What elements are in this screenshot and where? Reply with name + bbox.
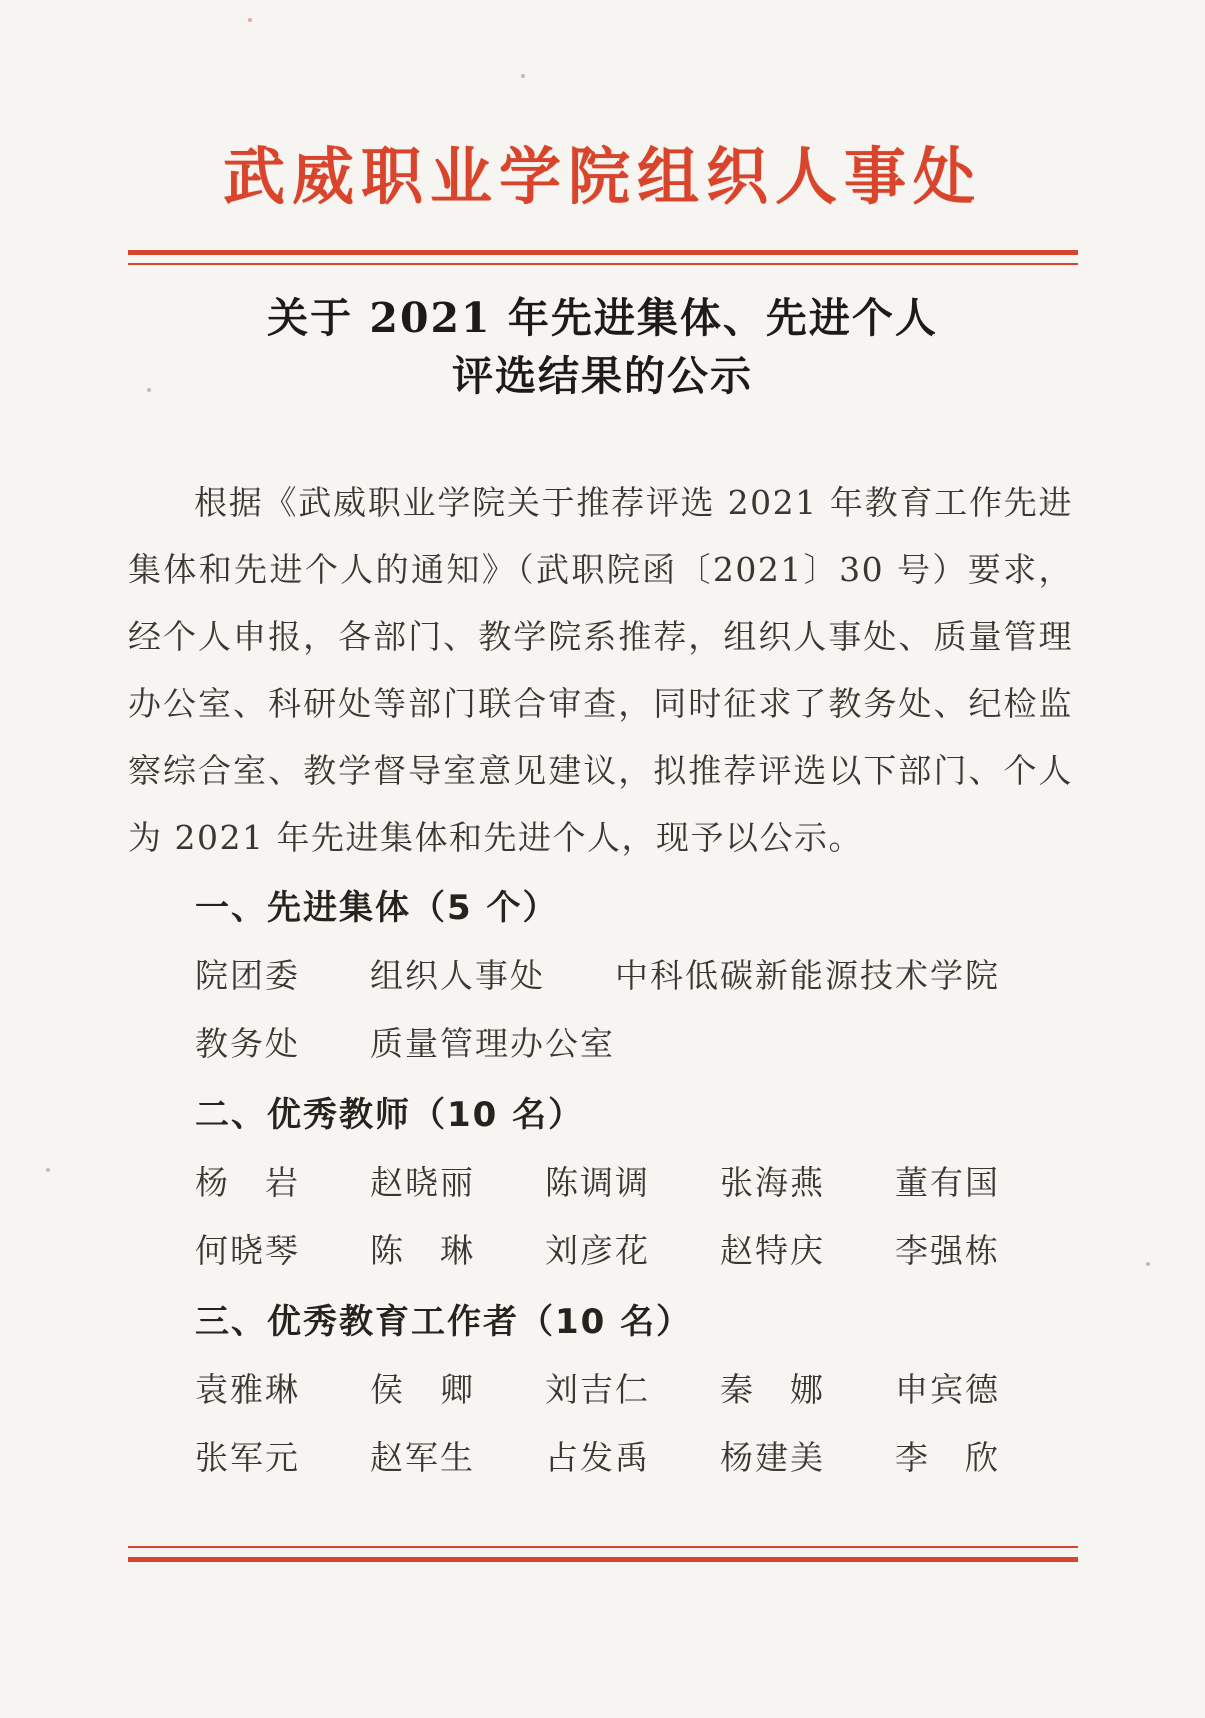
document-title-line1: 关于 2021 年先进集体、先进个人 <box>267 294 938 342</box>
divider-line-thin <box>128 263 1078 265</box>
scan-speck <box>1146 1262 1150 1266</box>
name-row: 杨 岩 赵晓丽 陈调调 张海燕 董有国 <box>195 1163 1000 1202</box>
section-excellent-teachers <box>0 1081 1205 1285</box>
section-excellent-education-workers <box>0 1288 1205 1492</box>
letterhead-divider <box>128 250 1078 265</box>
divider-line-thick <box>128 1557 1078 1562</box>
section-heading-excellent-teachers: 二、优秀教师（10 名） <box>195 1095 585 1135</box>
divider-line-thin <box>128 1546 1078 1548</box>
scan-speck <box>147 388 151 392</box>
name-row: 院团委 组织人事处 中科低碳新能源技术学院 <box>195 956 1000 995</box>
letterhead-title: 武威职业学院组织人事处 <box>222 140 982 213</box>
document-title-line2: 评选结果的公示 <box>452 352 753 400</box>
section-heading-excellent-education-workers: 三、优秀教育工作者（10 名） <box>195 1302 693 1342</box>
intro-paragraph: 根据《武威职业学院关于推荐评选 2021 年教育工作先进集体和先进个人的通知》（武职院函〔2021〕30 号）要求，经个人申报，各部门、教学院系推荐，组织人事处、质量管理办公室、科研处等部门联合审查，同时征求了教务处、纪检监察综合室、教学督导室意见建议，拟推荐评选以下部门、个人为 2021 年先进集体和先进个人，现予以公示。 <box>128 483 1073 857</box>
section-heading-advanced-collectives: 一、先进集体（5 个） <box>195 888 559 928</box>
divider-line-thick <box>128 250 1078 255</box>
document-title <box>0 289 1205 405</box>
scan-speck <box>46 1168 50 1172</box>
name-row: 何晓琴 陈 琳 刘彦花 赵特庆 李强栋 <box>195 1231 1000 1270</box>
footer-divider <box>128 1546 1078 1562</box>
name-row: 教务处 质量管理办公室 <box>195 1024 615 1063</box>
scan-speck <box>521 74 525 78</box>
scan-speck <box>248 18 252 22</box>
name-row: 袁雅琳 侯 卿 刘吉仁 秦 娜 申宾德 <box>195 1370 1000 1409</box>
name-row: 张军元 赵军生 占发禹 杨建美 李 欣 <box>195 1438 1000 1477</box>
section-advanced-collectives <box>0 874 1205 1078</box>
